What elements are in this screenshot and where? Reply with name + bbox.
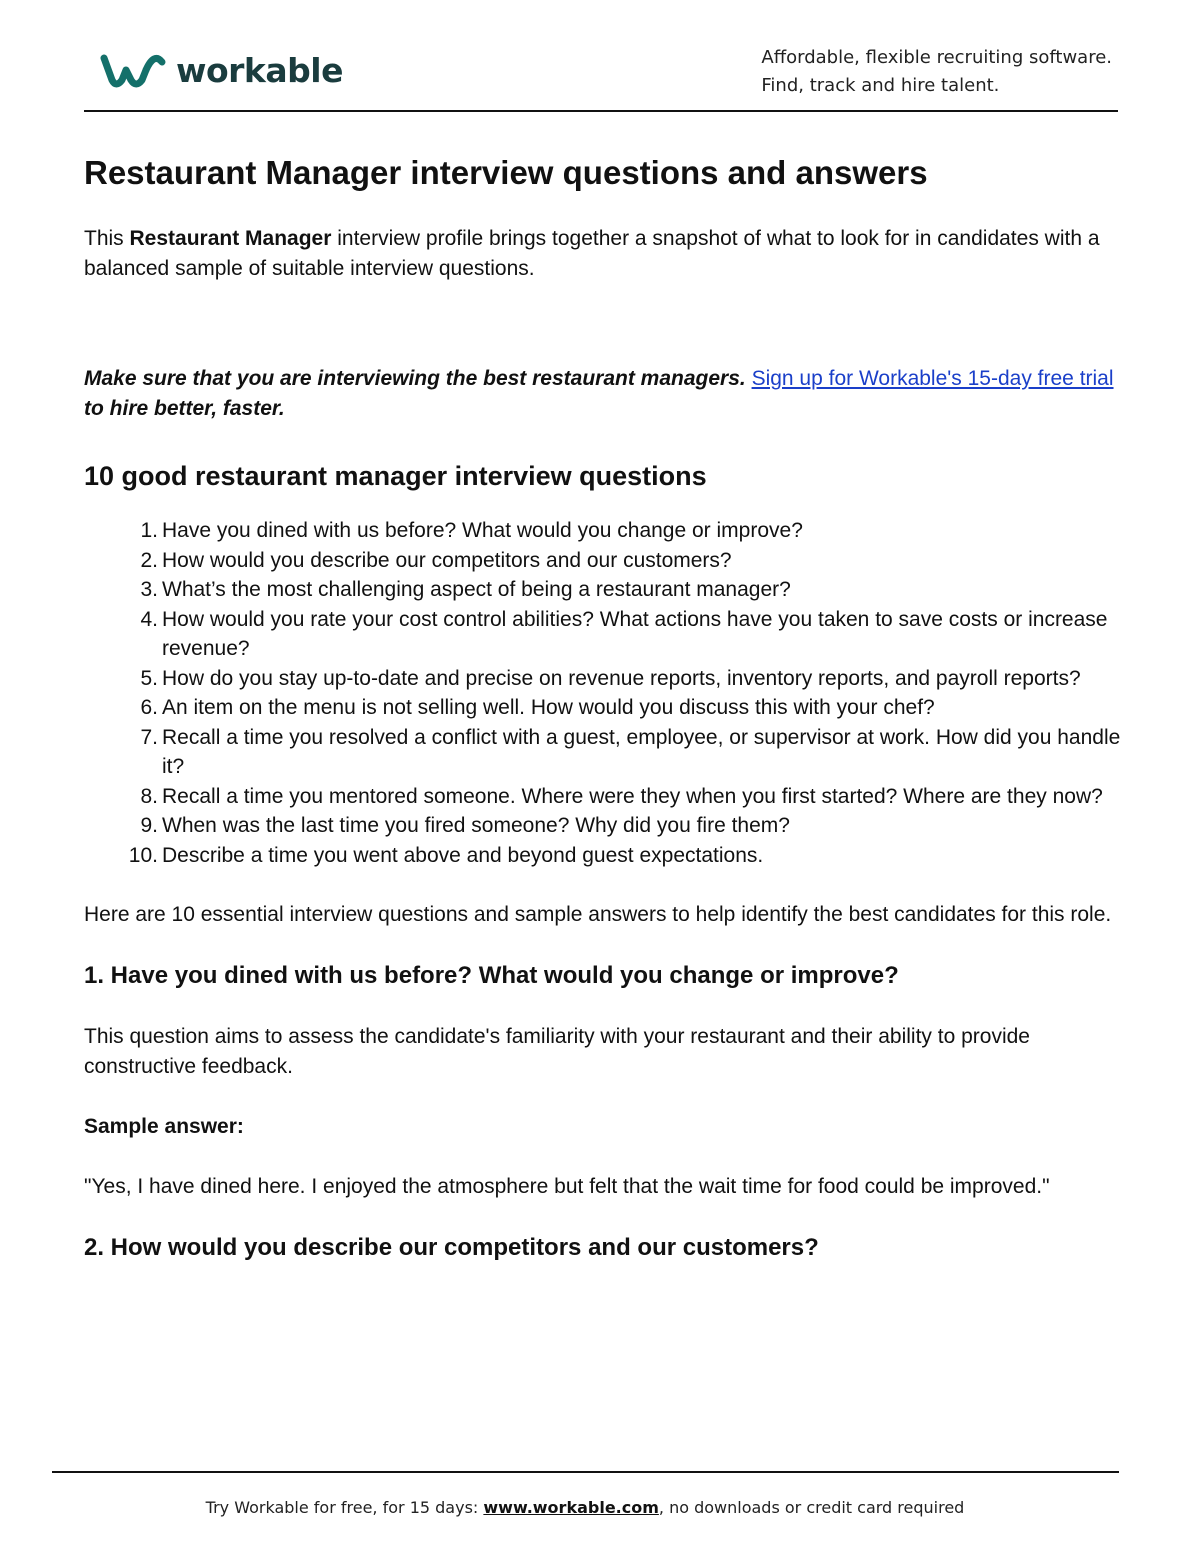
list-text: What’s the most challenging aspect of being a restaurant manager?	[162, 578, 791, 601]
document-body	[84, 150, 1124, 1266]
list-text: When was the last time you fired someone? Why did you fire them?	[162, 814, 790, 837]
list-number: 5.	[140, 666, 158, 690]
logo-wordmark: workable	[176, 50, 343, 90]
footer-divider	[52, 1471, 1119, 1473]
free-trial-link[interactable]: Sign up for Workable's 15-day free trial	[751, 367, 1114, 390]
list-item	[84, 546, 1124, 576]
list-number: 1.	[140, 519, 158, 542]
footer-pre: Try Workable for free, for 15 days:	[205, 1498, 484, 1517]
workable-logo[interactable]	[98, 48, 343, 92]
intro-post: interview profile brings together a snapshot of what to look for in candidates with a balanced sample of suitable interview questions.	[84, 227, 1100, 280]
list-item	[84, 605, 1124, 664]
list-number: 8.	[140, 784, 158, 808]
list-item	[84, 664, 1124, 694]
intro-paragraph	[84, 224, 1124, 284]
question-2-heading: 2. How would you describe our competitors and our customers?	[84, 1234, 819, 1261]
list-text: How would you rate your cost control abilities? What actions have you taken to save costs or increase revenue?	[162, 607, 1108, 660]
page-footer	[0, 1498, 1170, 1517]
list-item	[84, 575, 1124, 605]
list-number: 2.	[140, 548, 158, 572]
page-title: Restaurant Manager interview questions and answers	[84, 154, 928, 191]
intro-role: Restaurant Manager	[129, 227, 332, 250]
list-number: 6.	[140, 696, 158, 719]
tagline-line-1: Affordable, flexible recruiting software.	[761, 47, 1112, 68]
questions-heading: 10 good restaurant manager interview questions	[84, 461, 707, 491]
list-text: Have you dined with us before? What would you change or improve?	[162, 519, 803, 542]
list-item	[84, 723, 1124, 782]
list-item	[84, 516, 1124, 546]
questions-summary: Here are 10 essential interview questions and sample answers to help identify the best candidates for this role.	[84, 903, 1112, 926]
workable-logo-icon	[98, 50, 168, 90]
list-number: 7.	[140, 725, 158, 749]
footer-post: , no downloads or credit card required	[658, 1498, 965, 1517]
sample-answer-text: "Yes, I have dined here. I enjoyed the atmosphere but felt that the wait time for food could be improved."	[84, 1175, 1050, 1198]
tagline-line-2: Find, track and hire talent.	[761, 75, 1000, 96]
list-text: Recall a time you resolved a conflict with a guest, employee, or supervisor at work. How did you handle it?	[162, 725, 1121, 778]
workable-website-link[interactable]: www.workable.com	[483, 1498, 659, 1517]
list-number: 9.	[140, 814, 158, 837]
sample-answer-label: Sample answer:	[84, 1115, 244, 1138]
list-number: 3.	[140, 578, 158, 601]
list-number: 4.	[140, 607, 158, 631]
list-text: Describe a time you went above and beyond guest expectations.	[162, 843, 764, 867]
intro-pre: This	[84, 227, 130, 250]
question-1-heading: 1. Have you dined with us before? What would you change or improve?	[84, 962, 899, 989]
header-tagline	[761, 44, 1112, 100]
header-divider	[84, 110, 1118, 112]
cta-tail: to hire better, faster.	[84, 397, 285, 420]
list-item	[84, 811, 1124, 841]
question-1-description: This question aims to assess the candidate's familiarity with your restaurant and their ability to provide constructive feedback.	[84, 1025, 1030, 1078]
list-text: How would you describe our competitors and our customers?	[162, 548, 732, 572]
questions-list	[84, 516, 1124, 870]
list-text: Recall a time you mentored someone. Where were they when you first started? Where are they now?	[162, 784, 1103, 808]
page-header	[84, 42, 1118, 112]
list-text: How do you stay up-to-date and precise on revenue reports, inventory reports, and payroll reports?	[162, 666, 1081, 690]
cta-lead: Make sure that you are interviewing the best restaurant managers.	[84, 367, 746, 390]
list-item	[84, 782, 1124, 812]
list-item	[84, 693, 1124, 723]
list-item	[84, 841, 1124, 871]
list-text: An item on the menu is not selling well. How would you discuss this with your chef?	[162, 696, 935, 719]
list-number: 10.	[128, 843, 158, 867]
cta-paragraph	[84, 364, 1124, 424]
